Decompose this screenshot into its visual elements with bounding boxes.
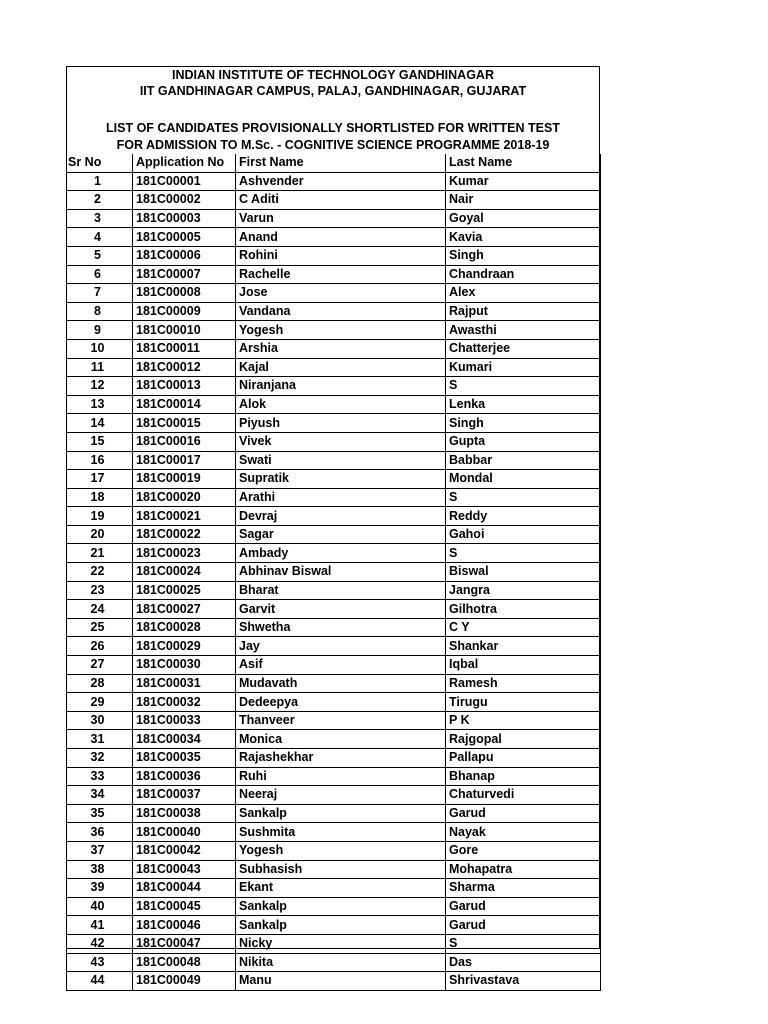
cell-last-name: Mohapatra bbox=[446, 860, 601, 879]
cell-sr-no: 33 bbox=[67, 767, 133, 786]
shortlist-document bbox=[66, 66, 600, 988]
cell-first-name: Rajashekhar bbox=[236, 749, 446, 768]
cell-sr-no: 44 bbox=[67, 972, 133, 991]
table-row bbox=[67, 656, 601, 675]
table-row bbox=[67, 377, 601, 396]
cell-application-no: 181C00019 bbox=[133, 470, 236, 489]
table-row bbox=[67, 749, 601, 768]
institute-name: INDIAN INSTITUTE OF TECHNOLOGY GANDHINAGAR bbox=[172, 68, 494, 82]
cell-first-name: Nikita bbox=[236, 953, 446, 972]
cell-first-name: Garvit bbox=[236, 600, 446, 619]
cell-first-name: Monica bbox=[236, 730, 446, 749]
list-title: LIST OF CANDIDATES PROVISIONALLY SHORTLISTED FOR WRITTEN TEST bbox=[106, 121, 560, 135]
cell-sr-no: 43 bbox=[67, 953, 133, 972]
cell-application-no: 181C00023 bbox=[133, 544, 236, 563]
cell-application-no: 181C00046 bbox=[133, 916, 236, 935]
cell-first-name: Arathi bbox=[236, 488, 446, 507]
cell-last-name: Garud bbox=[446, 897, 601, 916]
cell-last-name: Awasthi bbox=[446, 321, 601, 340]
cell-last-name: Kumari bbox=[446, 358, 601, 377]
cell-last-name: S bbox=[446, 934, 601, 953]
table-row bbox=[67, 916, 601, 935]
cell-sr-no: 26 bbox=[67, 637, 133, 656]
cell-last-name: Nayak bbox=[446, 823, 601, 842]
cell-sr-no: 19 bbox=[67, 507, 133, 526]
cell-first-name: Mudavath bbox=[236, 674, 446, 693]
cell-application-no: 181C00028 bbox=[133, 618, 236, 637]
cell-sr-no: 42 bbox=[67, 934, 133, 953]
cell-application-no: 181C00001 bbox=[133, 172, 236, 191]
cell-last-name: C Y bbox=[446, 618, 601, 637]
cell-last-name: Gupta bbox=[446, 432, 601, 451]
cell-first-name: Sushmita bbox=[236, 823, 446, 842]
table-row bbox=[67, 358, 601, 377]
cell-first-name: Jay bbox=[236, 637, 446, 656]
cell-last-name: Das bbox=[446, 953, 601, 972]
cell-sr-no: 6 bbox=[67, 265, 133, 284]
cell-last-name: Rajput bbox=[446, 302, 601, 321]
table-row bbox=[67, 544, 601, 563]
cell-first-name: Alok bbox=[236, 395, 446, 414]
cell-first-name: Thanveer bbox=[236, 711, 446, 730]
cell-application-no: 181C00038 bbox=[133, 804, 236, 823]
cell-first-name: Ashvender bbox=[236, 172, 446, 191]
cell-application-no: 181C00005 bbox=[133, 228, 236, 247]
table-row bbox=[67, 711, 601, 730]
table-row bbox=[67, 507, 601, 526]
cell-last-name: S bbox=[446, 377, 601, 396]
table-row bbox=[67, 934, 601, 953]
cell-last-name: Kavia bbox=[446, 228, 601, 247]
cell-last-name: Tirugu bbox=[446, 693, 601, 712]
cell-sr-no: 35 bbox=[67, 804, 133, 823]
cell-first-name: Vandana bbox=[236, 302, 446, 321]
table-row bbox=[67, 879, 601, 898]
cell-last-name: Garud bbox=[446, 804, 601, 823]
cell-first-name: Vivek bbox=[236, 432, 446, 451]
table-row bbox=[67, 470, 601, 489]
cell-last-name: Jangra bbox=[446, 581, 601, 600]
cell-last-name: Singh bbox=[446, 246, 601, 265]
cell-application-no: 181C00048 bbox=[133, 953, 236, 972]
table-row bbox=[67, 321, 601, 340]
table-row bbox=[67, 823, 601, 842]
cell-application-no: 181C00010 bbox=[133, 321, 236, 340]
cell-sr-no: 3 bbox=[67, 209, 133, 228]
table-row bbox=[67, 600, 601, 619]
cell-first-name: Ekant bbox=[236, 879, 446, 898]
cell-last-name: Mondal bbox=[446, 470, 601, 489]
cell-first-name: Anand bbox=[236, 228, 446, 247]
table-row bbox=[67, 767, 601, 786]
table-row bbox=[67, 860, 601, 879]
cell-sr-no: 9 bbox=[67, 321, 133, 340]
cell-application-no: 181C00047 bbox=[133, 934, 236, 953]
cell-application-no: 181C00049 bbox=[133, 972, 236, 991]
cell-last-name: Garud bbox=[446, 916, 601, 935]
table-row bbox=[67, 246, 601, 265]
cell-sr-no: 7 bbox=[67, 284, 133, 303]
cell-application-no: 181C00040 bbox=[133, 823, 236, 842]
cell-application-no: 181C00012 bbox=[133, 358, 236, 377]
cell-last-name: Lenka bbox=[446, 395, 601, 414]
table-row bbox=[67, 786, 601, 805]
cell-sr-no: 31 bbox=[67, 730, 133, 749]
cell-last-name: P K bbox=[446, 711, 601, 730]
cell-first-name: Subhasish bbox=[236, 860, 446, 879]
cell-first-name: Nicky bbox=[236, 934, 446, 953]
cell-sr-no: 40 bbox=[67, 897, 133, 916]
cell-application-no: 181C00017 bbox=[133, 451, 236, 470]
cell-application-no: 181C00014 bbox=[133, 395, 236, 414]
cell-first-name: Varun bbox=[236, 209, 446, 228]
cell-last-name: Ramesh bbox=[446, 674, 601, 693]
cell-application-no: 181C00007 bbox=[133, 265, 236, 284]
column-header-last-name: Last Name bbox=[446, 154, 601, 172]
cell-application-no: 181C00043 bbox=[133, 860, 236, 879]
cell-application-no: 181C00030 bbox=[133, 656, 236, 675]
cell-application-no: 181C00024 bbox=[133, 563, 236, 582]
cell-sr-no: 1 bbox=[67, 172, 133, 191]
cell-last-name: Iqbal bbox=[446, 656, 601, 675]
cell-last-name: Bhanap bbox=[446, 767, 601, 786]
cell-application-no: 181C00009 bbox=[133, 302, 236, 321]
cell-last-name: S bbox=[446, 544, 601, 563]
table-row bbox=[67, 563, 601, 582]
cell-application-no: 181C00029 bbox=[133, 637, 236, 656]
cell-first-name: Abhinav Biswal bbox=[236, 563, 446, 582]
programme-title: FOR ADMISSION TO M.Sc. - COGNITIVE SCIENCE PROGRAMME 2018-19 bbox=[116, 138, 550, 152]
cell-first-name: C Aditi bbox=[236, 191, 446, 210]
cell-sr-no: 24 bbox=[67, 600, 133, 619]
cell-application-no: 181C00037 bbox=[133, 786, 236, 805]
cell-sr-no: 32 bbox=[67, 749, 133, 768]
cell-application-no: 181C00006 bbox=[133, 246, 236, 265]
cell-first-name: Rachelle bbox=[236, 265, 446, 284]
cell-application-no: 181C00036 bbox=[133, 767, 236, 786]
cell-application-no: 181C00022 bbox=[133, 525, 236, 544]
cell-sr-no: 12 bbox=[67, 377, 133, 396]
cell-last-name: Biswal bbox=[446, 563, 601, 582]
table-row bbox=[67, 488, 601, 507]
cell-sr-no: 14 bbox=[67, 414, 133, 433]
cell-first-name: Kajal bbox=[236, 358, 446, 377]
table-row bbox=[67, 637, 601, 656]
table-row bbox=[67, 284, 601, 303]
cell-last-name: Reddy bbox=[446, 507, 601, 526]
cell-last-name: Gore bbox=[446, 841, 601, 860]
cell-sr-no: 36 bbox=[67, 823, 133, 842]
cell-sr-no: 25 bbox=[67, 618, 133, 637]
cell-sr-no: 11 bbox=[67, 358, 133, 377]
cell-last-name: Rajgopal bbox=[446, 730, 601, 749]
cell-first-name: Manu bbox=[236, 972, 446, 991]
cell-sr-no: 13 bbox=[67, 395, 133, 414]
table-row bbox=[67, 525, 601, 544]
table-row bbox=[67, 581, 601, 600]
cell-application-no: 181C00003 bbox=[133, 209, 236, 228]
cell-last-name: Nair bbox=[446, 191, 601, 210]
table-row bbox=[67, 339, 601, 358]
cell-first-name: Sankalp bbox=[236, 916, 446, 935]
cell-application-no: 181C00032 bbox=[133, 693, 236, 712]
cell-first-name: Asif bbox=[236, 656, 446, 675]
cell-sr-no: 18 bbox=[67, 488, 133, 507]
cell-application-no: 181C00025 bbox=[133, 581, 236, 600]
cell-last-name: S bbox=[446, 488, 601, 507]
column-header-sr-no: Sr No bbox=[67, 154, 133, 172]
table-header-row bbox=[67, 154, 601, 172]
cell-application-no: 181C00013 bbox=[133, 377, 236, 396]
cell-first-name: Niranjana bbox=[236, 377, 446, 396]
table-row bbox=[67, 972, 601, 991]
cell-sr-no: 21 bbox=[67, 544, 133, 563]
cell-last-name: Pallapu bbox=[446, 749, 601, 768]
cell-last-name: Gahoi bbox=[446, 525, 601, 544]
table-row bbox=[67, 618, 601, 637]
cell-last-name: Kumar bbox=[446, 172, 601, 191]
cell-sr-no: 20 bbox=[67, 525, 133, 544]
cell-first-name: Bharat bbox=[236, 581, 446, 600]
cell-last-name: Babbar bbox=[446, 451, 601, 470]
cell-first-name: Ruhi bbox=[236, 767, 446, 786]
table-row bbox=[67, 191, 601, 210]
cell-first-name: Arshia bbox=[236, 339, 446, 358]
cell-application-no: 181C00027 bbox=[133, 600, 236, 619]
table-row bbox=[67, 674, 601, 693]
cell-first-name: Rohini bbox=[236, 246, 446, 265]
document-header bbox=[67, 67, 599, 154]
cell-application-no: 181C00042 bbox=[133, 841, 236, 860]
cell-sr-no: 38 bbox=[67, 860, 133, 879]
cell-application-no: 181C00015 bbox=[133, 414, 236, 433]
institute-address: IIT GANDHINAGAR CAMPUS, PALAJ, GANDHINAGAR, GUJARAT bbox=[139, 84, 527, 98]
cell-application-no: 181C00016 bbox=[133, 432, 236, 451]
cell-sr-no: 41 bbox=[67, 916, 133, 935]
cell-last-name: Singh bbox=[446, 414, 601, 433]
cell-first-name: Piyush bbox=[236, 414, 446, 433]
cell-sr-no: 15 bbox=[67, 432, 133, 451]
cell-application-no: 181C00020 bbox=[133, 488, 236, 507]
cell-last-name: Goyal bbox=[446, 209, 601, 228]
cell-last-name: Chaturvedi bbox=[446, 786, 601, 805]
cell-first-name: Neeraj bbox=[236, 786, 446, 805]
cell-first-name: Yogesh bbox=[236, 321, 446, 340]
cell-application-no: 181C00021 bbox=[133, 507, 236, 526]
table-row bbox=[67, 451, 601, 470]
cell-application-no: 181C00034 bbox=[133, 730, 236, 749]
cell-sr-no: 8 bbox=[67, 302, 133, 321]
cell-last-name: Chatterjee bbox=[446, 339, 601, 358]
cell-first-name: Jose bbox=[236, 284, 446, 303]
cell-sr-no: 22 bbox=[67, 563, 133, 582]
cell-first-name: Swati bbox=[236, 451, 446, 470]
table-row bbox=[67, 172, 601, 191]
table-row bbox=[67, 953, 601, 972]
cell-application-no: 181C00031 bbox=[133, 674, 236, 693]
table-row bbox=[67, 693, 601, 712]
cell-first-name: Sagar bbox=[236, 525, 446, 544]
column-header-application-no: Application No bbox=[133, 154, 236, 172]
cell-last-name: Chandraan bbox=[446, 265, 601, 284]
cell-application-no: 181C00035 bbox=[133, 749, 236, 768]
cell-application-no: 181C00011 bbox=[133, 339, 236, 358]
cell-sr-no: 17 bbox=[67, 470, 133, 489]
table-row bbox=[67, 228, 601, 247]
table-row bbox=[67, 395, 601, 414]
cell-sr-no: 16 bbox=[67, 451, 133, 470]
cell-application-no: 181C00045 bbox=[133, 897, 236, 916]
cell-first-name: Yogesh bbox=[236, 841, 446, 860]
cell-sr-no: 39 bbox=[67, 879, 133, 898]
cell-sr-no: 30 bbox=[67, 711, 133, 730]
candidates-table bbox=[66, 154, 601, 991]
table-row bbox=[67, 841, 601, 860]
table-row bbox=[67, 897, 601, 916]
cell-first-name: Sankalp bbox=[236, 897, 446, 916]
cell-sr-no: 2 bbox=[67, 191, 133, 210]
cell-sr-no: 29 bbox=[67, 693, 133, 712]
column-header-first-name: First Name bbox=[236, 154, 446, 172]
table-row bbox=[67, 804, 601, 823]
cell-last-name: Shankar bbox=[446, 637, 601, 656]
cell-sr-no: 27 bbox=[67, 656, 133, 675]
cell-last-name: Sharma bbox=[446, 879, 601, 898]
cell-last-name: Alex bbox=[446, 284, 601, 303]
cell-sr-no: 34 bbox=[67, 786, 133, 805]
cell-first-name: Ambady bbox=[236, 544, 446, 563]
cell-first-name: Shwetha bbox=[236, 618, 446, 637]
table-row bbox=[67, 265, 601, 284]
table-row bbox=[67, 432, 601, 451]
cell-sr-no: 37 bbox=[67, 841, 133, 860]
cell-first-name: Sankalp bbox=[236, 804, 446, 823]
cell-application-no: 181C00033 bbox=[133, 711, 236, 730]
cell-first-name: Supratik bbox=[236, 470, 446, 489]
cell-sr-no: 10 bbox=[67, 339, 133, 358]
cell-sr-no: 28 bbox=[67, 674, 133, 693]
cell-last-name: Gilhotra bbox=[446, 600, 601, 619]
table-row bbox=[67, 302, 601, 321]
table-row bbox=[67, 414, 601, 433]
cell-last-name: Shrivastava bbox=[446, 972, 601, 991]
cell-sr-no: 23 bbox=[67, 581, 133, 600]
cell-application-no: 181C00044 bbox=[133, 879, 236, 898]
cell-first-name: Devraj bbox=[236, 507, 446, 526]
cell-first-name: Dedeepya bbox=[236, 693, 446, 712]
table-row bbox=[67, 730, 601, 749]
cell-application-no: 181C00002 bbox=[133, 191, 236, 210]
cell-application-no: 181C00008 bbox=[133, 284, 236, 303]
cell-sr-no: 5 bbox=[67, 246, 133, 265]
table-row bbox=[67, 209, 601, 228]
cell-sr-no: 4 bbox=[67, 228, 133, 247]
